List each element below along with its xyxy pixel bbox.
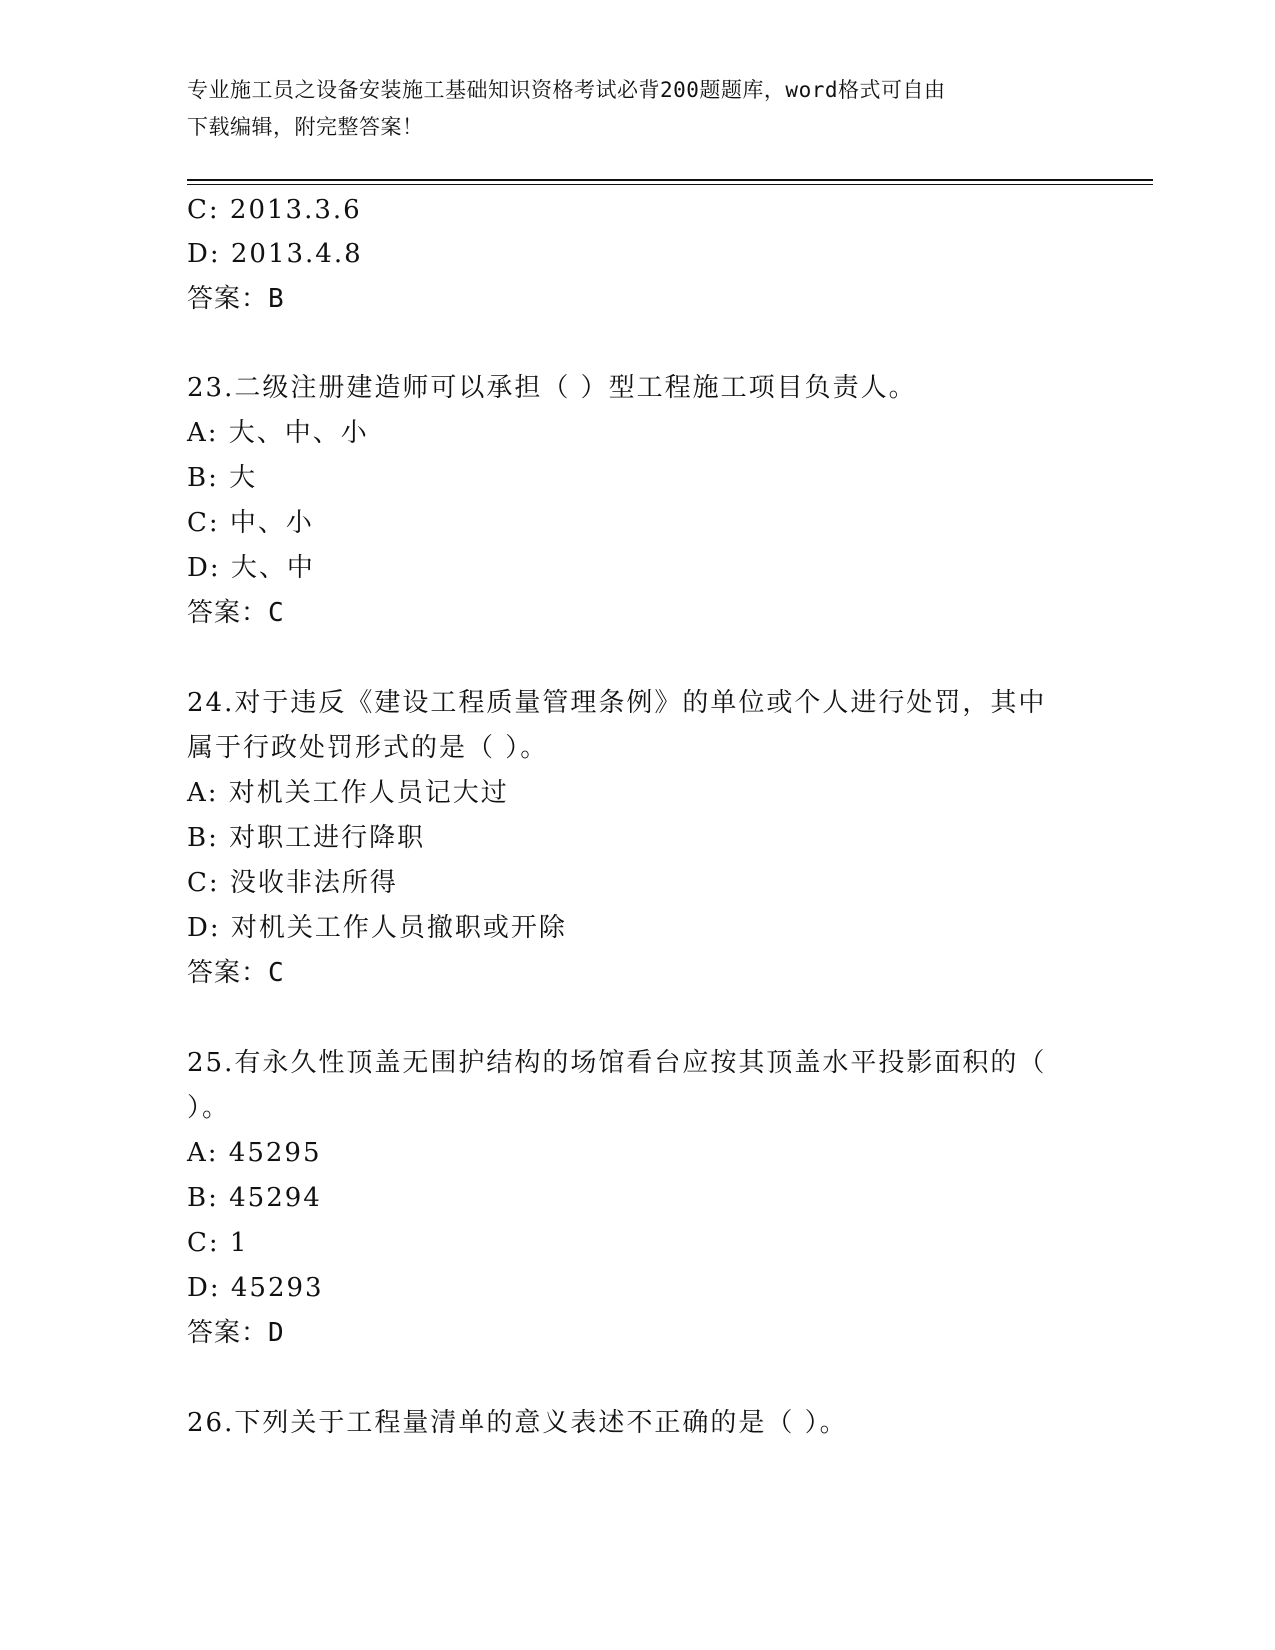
option-b-q23: B: 大 [187, 463, 258, 493]
option-b-q24: B: 对职工进行降职 [187, 823, 426, 853]
header-divider-thick [187, 179, 1153, 181]
header-divider-thin [187, 184, 1153, 185]
option-d-q23: D: 大、中 [187, 553, 315, 583]
option-b-q25: B: 45294 [187, 1183, 322, 1213]
question-26: 26.下列关于工程量清单的意义表述不正确的是（ ）。 [187, 1408, 848, 1438]
option-a-q25: A: 45295 [187, 1138, 322, 1168]
option-d-q25: D: 45293 [187, 1273, 324, 1303]
option-a-q23: A: 大、中、小 [187, 418, 369, 448]
answer-q24: 答案：C [187, 958, 285, 988]
answer-q22: 答案：B [187, 284, 285, 314]
document-header [187, 72, 1087, 146]
header-line-1: 专业施工员之设备安装施工基础知识资格考试必背200题题库，word格式可自由 [187, 78, 946, 102]
answer-q25: 答案：D [187, 1318, 285, 1348]
option-c-q22: C: 2013.3.6 [187, 195, 362, 225]
option-c-q24: C: 没收非法所得 [187, 868, 398, 898]
option-d-q22: D: 2013.4.8 [187, 239, 363, 269]
option-c-q23: C: 中、小 [187, 508, 314, 538]
question-25-line-2: ）。 [187, 1093, 231, 1123]
question-25-line-1: 25.有永久性顶盖无围护结构的场馆看台应按其顶盖水平投影面积的（ [187, 1048, 1047, 1078]
question-23: 23.二级注册建造师可以承担（ ）型工程施工项目负责人。 [187, 373, 917, 403]
header-line-2: 下载编辑，附完整答案！ [187, 115, 424, 139]
question-24-line-1: 24.对于违反《建设工程质量管理条例》的单位或个人进行处罚，其中 [187, 688, 1047, 718]
question-24-line-2: 属于行政处罚形式的是（ ）。 [187, 733, 549, 763]
answer-q23: 答案：C [187, 598, 285, 628]
option-d-q24: D: 对机关工作人员撤职或开除 [187, 913, 567, 943]
option-c-q25: C: 1 [187, 1228, 249, 1258]
option-a-q24: A: 对机关工作人员记大过 [187, 778, 509, 808]
